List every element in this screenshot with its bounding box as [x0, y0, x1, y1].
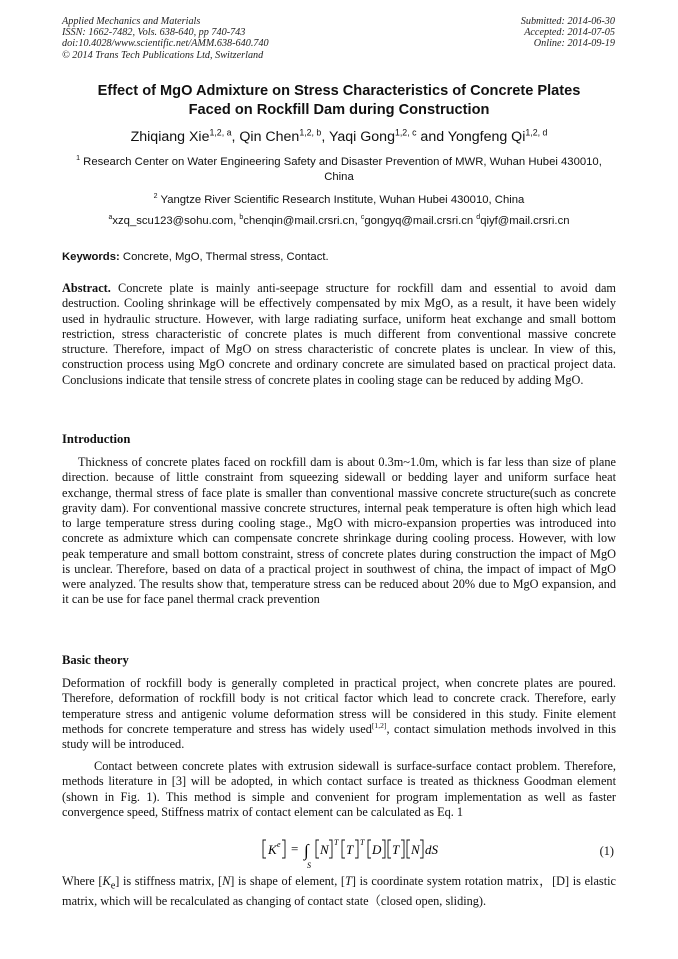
affiliation-number: 2 [153, 193, 158, 201]
accepted-date: Accepted: 2014-07-05 [524, 27, 615, 39]
symbol-k: K [102, 874, 111, 888]
author-name: Yongfeng Qi [447, 129, 526, 145]
author-affiliation-mark: 1,2, c [394, 127, 417, 138]
svg-text:∫: ∫ [304, 841, 309, 860]
svg-text:T: T [334, 838, 339, 847]
author-separator: and [416, 129, 448, 145]
author-name: Zhiqiang Xie [130, 129, 210, 145]
email-list [30, 214, 648, 229]
svg-text:T: T [360, 838, 365, 847]
affiliation-text: Research Center on Water Engineering Safety and Disaster Prevention of MWR, Wuhan Hubei 430010, China [83, 156, 602, 184]
explanation-text: ] is shape of element, [ [230, 874, 346, 888]
abstract [62, 281, 616, 388]
equation-1 [62, 834, 616, 872]
email-mark: b [239, 214, 244, 222]
keywords-text: Concrete, MgO, Thermal stress, Contact. [119, 251, 329, 263]
title-line-1: Effect of MgO Admixture on Stress Characteristics of Concrete Plates [97, 83, 581, 99]
explanation-text: Where [ [62, 874, 103, 888]
abstract-label: Abstract. [62, 281, 111, 295]
affiliation-1 [62, 155, 616, 186]
svg-text:S: S [307, 861, 311, 870]
email-link[interactable]: chenqin@mail.crsri.cn, [243, 215, 361, 227]
dates-header [521, 16, 615, 50]
svg-text:dS: dS [425, 842, 438, 857]
explanation-text: ] is stiffness matrix, [ [115, 874, 223, 888]
introduction-paragraph: Thickness of concrete plates faced on rockfill dam is about 0.3m~1.0m, which is far less than size of plane direction. because of little constraint from squeezing sidewall or bedding layer and uniform surface heat exchange, thermal stress of face plate is smaller than conventional massive concrete structure(such as concrete gravity dam). For conventional massive concrete structures, internal peak temperature is often high which lead to large temperature stress during cooling stage., MgO with micro-expansion properties was introduced into concrete as admixture which can compensate concrete shrinkage during cooling process. However, with low peak temperature and small bottom constraint, stress of concrete plates during construction the impact of MgO is unclear. Therefore, based on data of a practical project in southwest of china, the impact of impact of MgO were analyzed. The results show that, temperature stress can be reduced about 20% due to MgO expansion, and it can be use for face panel thermal crack prevention [62, 455, 616, 607]
author-affiliation-mark: 1,2, a [209, 127, 232, 138]
journal-issn: ISSN: 1662-7482, Vols. 638-640, pp 740-743 [62, 27, 246, 39]
submitted-date: Submitted: 2014-06-30 [520, 16, 615, 27]
explanation-text: ] is coordinate system rotation matrix，[D] is elastic matrix, which will be recalculated as changing of contact state（closed open, sliding). [62, 874, 616, 908]
affiliation-2 [62, 193, 616, 208]
email-link[interactable]: gongyq@mail.crsri.cn [364, 215, 477, 227]
author-separator: , [231, 129, 240, 145]
online-date: Online: 2014-09-19 [533, 38, 615, 50]
svg-text:D: D [372, 842, 382, 857]
svg-text:e: e [277, 840, 281, 849]
symbol-n: N [222, 874, 231, 888]
author-affiliation-mark: 1,2, b [299, 127, 322, 138]
stiffness-matrix-equation [262, 834, 482, 872]
svg-text:T: T [392, 842, 400, 857]
author-separator: , [321, 129, 329, 145]
author-name: Yaqi Gong [328, 129, 395, 145]
equation-number: (1) [599, 844, 614, 858]
email-mark: c [360, 214, 365, 222]
affiliation-text: Yangtze River Scientific Research Institute, Wuhan Hubei 430010, China [160, 194, 525, 206]
journal-copyright: © 2014 Trans Tech Publications Ltd, Switzerland [62, 49, 264, 61]
paragraph-text: Deformation of rockfill body is generally completed in practical project, when concrete plates are poured. Therefore, deformation of rockfill body is not critical factor which lead to concrete crack. Therefore, early temperature stress and antigenic volume deformation stress will be considered in this study. Finite element methods for concrete temperature and stress has widely used [62, 676, 616, 736]
paragraph-text: , contact simulation methods involved in this study will be introduced. [62, 721, 616, 751]
symbol-k-subscript: e [110, 880, 116, 892]
author-affiliation-mark: 1,2, d [525, 127, 548, 138]
title-line-2: Faced on Rockfill Dam during Construction [188, 102, 490, 118]
keywords [62, 250, 616, 265]
journal-header [62, 16, 269, 61]
citation[interactable]: [1,2] [371, 720, 387, 730]
symbol-t: T [345, 874, 352, 888]
svg-text:T: T [346, 842, 354, 857]
basic-theory-paragraph-2: Contact between concrete plates with extrusion sidewall is surface-surface contact problem. Therefore, methods literature in [3] will be adopted, in which contact surface is treated as thickness Goodman element (shown in Fig. 1). This method is simple and convenient for program implementation as well as faster convergence speed, Stiffness matrix of contact element can be calculated as Eq. 1 [62, 759, 616, 819]
paper-title [40, 82, 638, 120]
affiliation-number: 1 [76, 155, 81, 163]
journal-doi[interactable]: doi:10.4028/www.scientific.net/AMM.638-640.740 [62, 38, 269, 50]
svg-text:K: K [268, 842, 277, 857]
svg-text:N: N [320, 842, 329, 857]
basic-theory-paragraph-1 [62, 676, 616, 752]
author-list [20, 128, 658, 146]
keywords-label: Keywords: [62, 251, 120, 263]
section-heading-introduction: Introduction [62, 432, 131, 446]
email-mark: d [476, 214, 481, 222]
journal-name: Applied Mechanics and Materials [62, 16, 201, 27]
abstract-text: Concrete plate is mainly anti-seepage structure for rockfill dam and essential to avoid dam destruction. Cooling shrinkage will be effectively compensated by mix MgO, as a result, it have been widely used in hydraulic structure. However, with large radiating surface, uniform heat exchange and small bottom restriction, stress characteristic of concrete plates is much different from conventional massive concrete structure. Therefore, impact of MgO on stress characteristic of concrete plates is unclear. In view of this, construction process using MgO concrete and ordinary concrete are simulated based on practical project data. Conclusions indicate that tensile stress of concrete plates in cooling stage can be reduced by adding MgO. [62, 281, 616, 387]
section-heading-basic-theory: Basic theory [62, 653, 129, 667]
email-mark: a [108, 214, 113, 222]
equation-explanation [62, 874, 616, 909]
email-link[interactable]: xzq_scu123@sohu.com, [112, 215, 240, 227]
svg-text:=: = [291, 841, 299, 856]
author-name: Qin Chen [239, 129, 300, 145]
email-link[interactable]: qiyf@mail.crsri.cn [480, 215, 570, 227]
svg-text:N: N [411, 842, 420, 857]
